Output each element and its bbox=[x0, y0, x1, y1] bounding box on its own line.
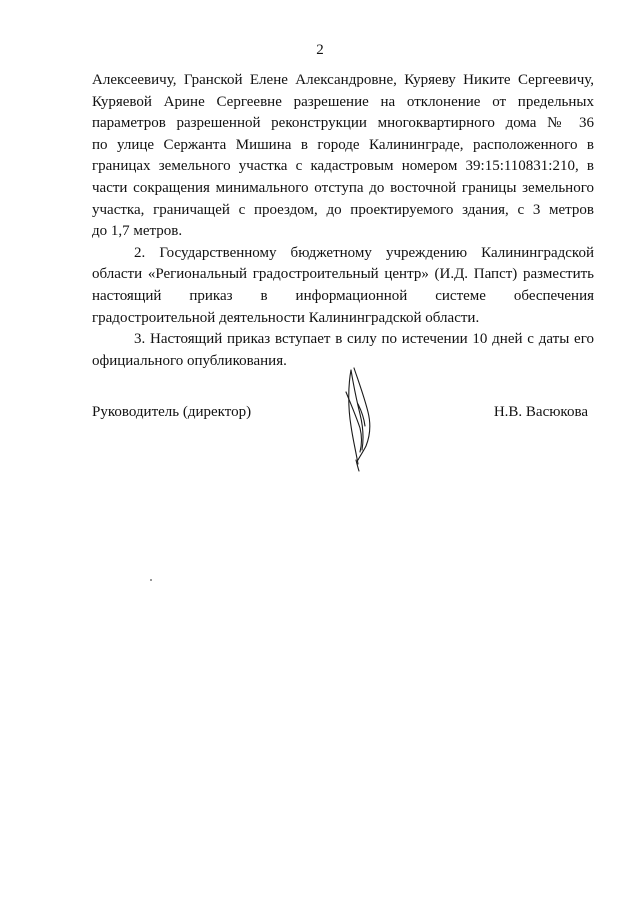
text-line: границах земельного участка с кадастровым номером 39:15:110831:210, в bbox=[92, 158, 594, 175]
text-line: участка, граничащей с проездом, до проектируемого здания, с 3 метров bbox=[92, 201, 594, 218]
text-line: части сокращения минимального отступа до восточной границы земельного bbox=[92, 179, 594, 196]
text-line: градостроительной деятельности Калининградской области. bbox=[92, 309, 480, 326]
text-line: 3. Настоящий приказ вступает в силу по истечении 10 дней с даты его bbox=[134, 331, 594, 348]
text-line: Куряевой Арине Сергеевне разрешение на отклонение от предельных bbox=[92, 93, 594, 110]
text-line: параметров разрешенной реконструкции многоквартирного дома № 36 bbox=[92, 115, 594, 132]
text-line: Алексеевичу, Гранской Елене Александровне, Куряеву Никите Сергеевичу, bbox=[92, 72, 594, 88]
paragraph-2 bbox=[92, 243, 594, 329]
signer-name: Н.В. Васюкова bbox=[493, 404, 588, 420]
text-line: области «Региональный градостроительный центр» (И.Д. Папст) разместить bbox=[92, 266, 594, 283]
text-line: 2. Государственному бюджетному учреждению Калининградской bbox=[134, 244, 594, 261]
scan-speck bbox=[150, 579, 152, 581]
text-line: официального опубликования. bbox=[92, 352, 287, 369]
document-body bbox=[92, 70, 594, 372]
text-line: до 1,7 метров. bbox=[92, 223, 183, 240]
paragraph-1 bbox=[92, 70, 594, 243]
signer-title: Руководитель (директор) bbox=[92, 404, 252, 420]
page-number: 2 bbox=[316, 42, 324, 58]
text-line: по улице Сержанта Мишина в городе Калининграде, расположенного в bbox=[92, 136, 594, 153]
handwritten-signature bbox=[334, 364, 384, 472]
text-line: настоящий приказ в информационной системе обеспечения bbox=[92, 287, 594, 304]
